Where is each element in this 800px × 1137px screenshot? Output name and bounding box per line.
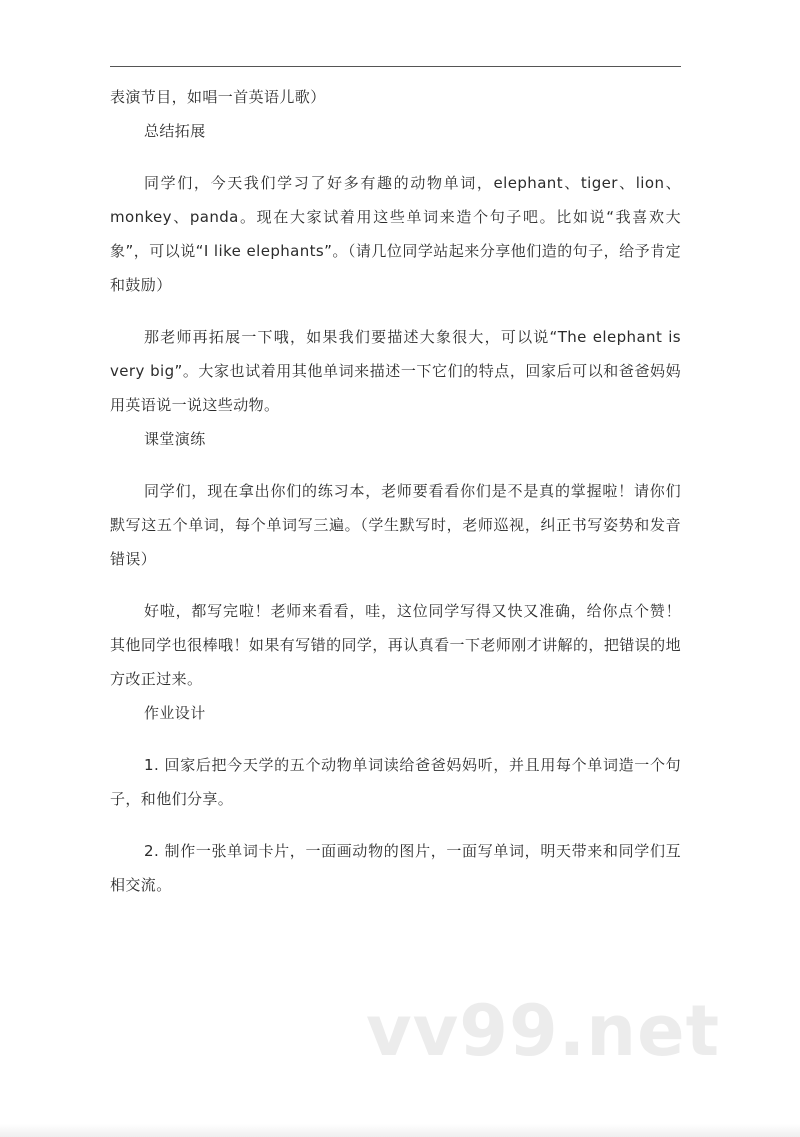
continuation-line: 表演节目，如唱一首英语儿歌） xyxy=(110,88,326,106)
section-heading-practice: 课堂演练 xyxy=(144,430,206,448)
homework-item-2: 2. 制作一张单词卡片，一面画动物的图片，一面写单词，明天带来和同学们互相交流。 xyxy=(110,842,681,894)
section-heading-homework: 作业设计 xyxy=(144,704,206,722)
page-bottom-edge xyxy=(0,1124,800,1137)
paragraph-summary-2: 那老师再拓展一下哦，如果我们要描述大象很大，可以说“The elephant is very big”。大家也试着用其他单词来描述一下它们的特点，回家后可以和爸爸妈妈用英语说一说这些动物。 xyxy=(110,328,681,414)
homework-item-1: 1. 回家后把今天学的五个动物单词读给爸爸妈妈听，并且用每个单词造一个句子，和他们分享。 xyxy=(110,756,681,808)
watermark: vv99.net xyxy=(366,990,721,1072)
document-body xyxy=(110,80,681,902)
header-rule xyxy=(110,66,681,67)
paragraph-practice-2: 好啦，都写完啦！老师来看看，哇，这位同学写得又快又准确，给你点个赞！其他同学也很棒哦！如果有写错的同学，再认真看一下老师刚才讲解的，把错误的地方改正过来。 xyxy=(110,602,681,688)
paragraph-practice-1: 同学们，现在拿出你们的练习本，老师要看看你们是不是真的掌握啦！请你们默写这五个单词，每个单词写三遍。（学生默写时，老师巡视，纠正书写姿势和发音错误） xyxy=(110,482,681,568)
section-heading-summary: 总结拓展 xyxy=(144,122,206,140)
paragraph-summary-1: 同学们，今天我们学习了好多有趣的动物单词，elephant、tiger、lion、monkey、panda。现在大家试着用这些单词来造个句子吧。比如说“我喜欢大象”，可以说“I like elephants”。（请几位同学站起来分享他们造的句子，给予肯定和鼓励） xyxy=(110,174,681,294)
